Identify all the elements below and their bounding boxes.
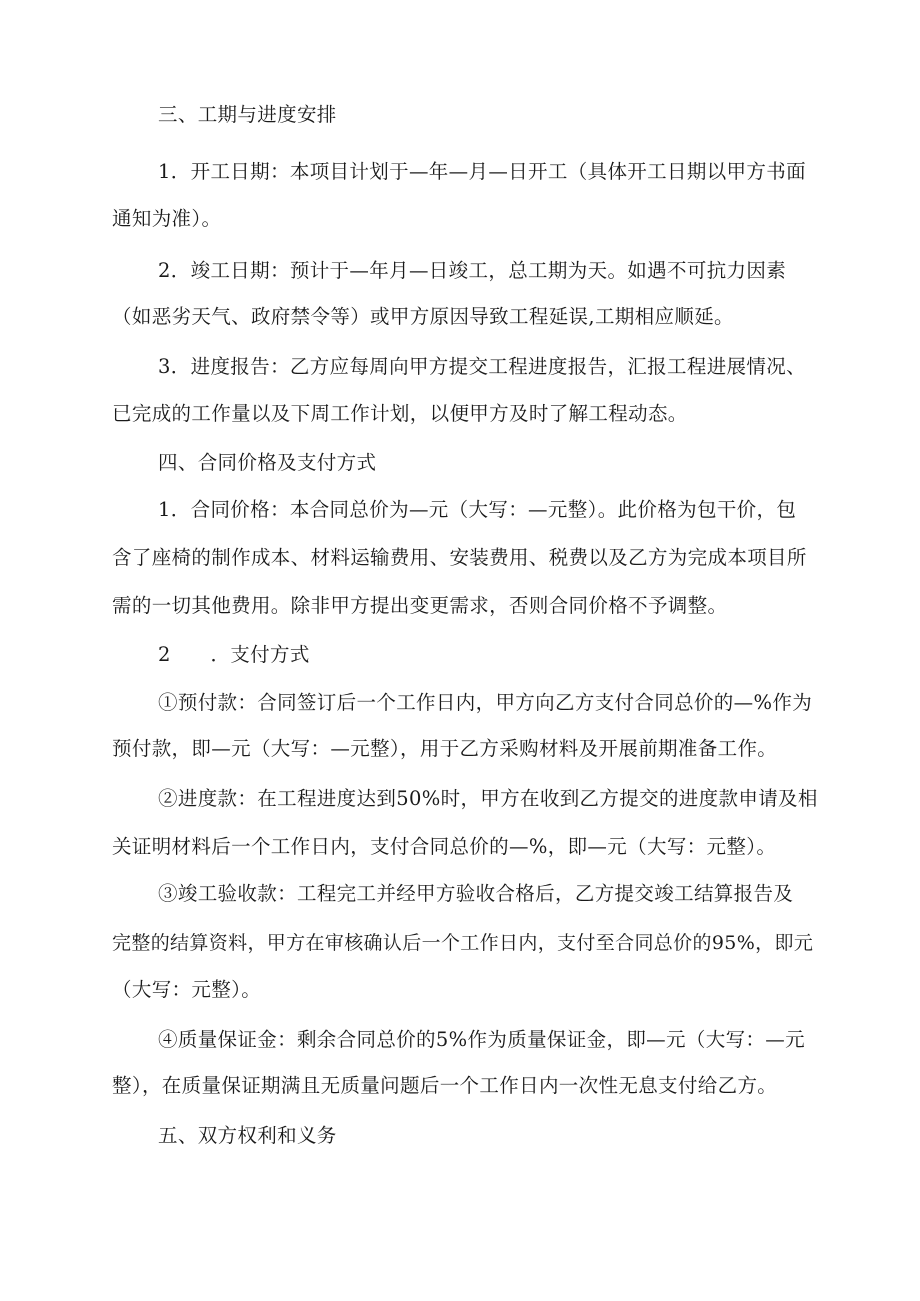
paragraph-progress-report-line-1: 3．进度报告：乙方应每周向甲方提交工程进度报告，汇报工程进展情况、 — [158, 355, 806, 378]
paragraph-progress-payment-line-2: 关证明材料后一个工作日内，支付合同总价的—%，即—元（大写：元整）。 — [112, 835, 777, 858]
paragraph-prepayment-line-2: 预付款，即—元（大写：—元整），用于乙方采购材料及开展前期准备工作。 — [112, 737, 778, 760]
section-heading-schedule: 三、工期与进度安排 — [158, 103, 337, 126]
section-heading-rights-obligations: 五、双方权利和义务 — [158, 1124, 337, 1147]
paragraph-warranty-line-1: ④质量保证金：剩余合同总价的5%作为质量保证金，即—元（大写：—元 — [158, 1028, 805, 1051]
paragraph-progress-payment-line-1: ②进度款：在工程进度达到50%时，甲方在收到乙方提交的进度款申请及相 — [158, 787, 818, 810]
subheading-payment-method: 2 ．支付方式 — [158, 643, 310, 666]
paragraph-contract-price-line-2: 含了座椅的制作成本、材料运输费用、安装费用、税费以及乙方为完成本项目所 — [112, 546, 807, 569]
paragraph-completion-payment-line-1: ③竣工验收款：工程完工并经甲方验收合格后，乙方提交竣工结算报告及 — [158, 882, 794, 905]
paragraph-warranty-line-2: 整），在质量保证期满且无质量问题后一个工作日内一次性无息支付给乙方。 — [112, 1074, 778, 1097]
paragraph-completion-date-line-1: 2．竣工日期：预计于—年月—日竣工，总工期为天。如遇不可抗力因素 — [158, 259, 787, 282]
paragraph-progress-report-line-2: 已完成的工作量以及下周工作计划，以便甲方及时了解工程动态。 — [112, 402, 688, 425]
paragraph-completion-date-line-2: （如恶劣天气、政府禁令等）或甲方原因导致工程延误,工期相应顺延。 — [112, 305, 734, 328]
paragraph-prepayment-line-1: ①预付款：合同签订后一个工作日内，甲方向乙方支付合同总价的—%作为 — [158, 691, 813, 714]
section-heading-price-payment: 四、合同价格及支付方式 — [158, 451, 377, 474]
paragraph-completion-payment-line-3: （大写：元整）。 — [112, 978, 262, 1001]
paragraph-contract-price-line-1: 1．合同价格：本合同总价为—元（大写：—元整）。此价格为包干价，包 — [158, 498, 797, 521]
paragraph-contract-price-line-3: 需的一切其他费用。除非甲方提出变更需求，否则合同价格不予调整。 — [112, 594, 728, 617]
paragraph-start-date-line-2: 通知为准）。 — [112, 207, 222, 230]
paragraph-completion-payment-line-2: 完整的结算资料，甲方在审核确认后一个工作日内，支付至合同总价的95%，即元 — [112, 932, 814, 954]
paragraph-start-date-line-1: 1．开工日期：本项目计划于—年—月—日开工（具体开工日期以甲方书面 — [158, 160, 806, 183]
